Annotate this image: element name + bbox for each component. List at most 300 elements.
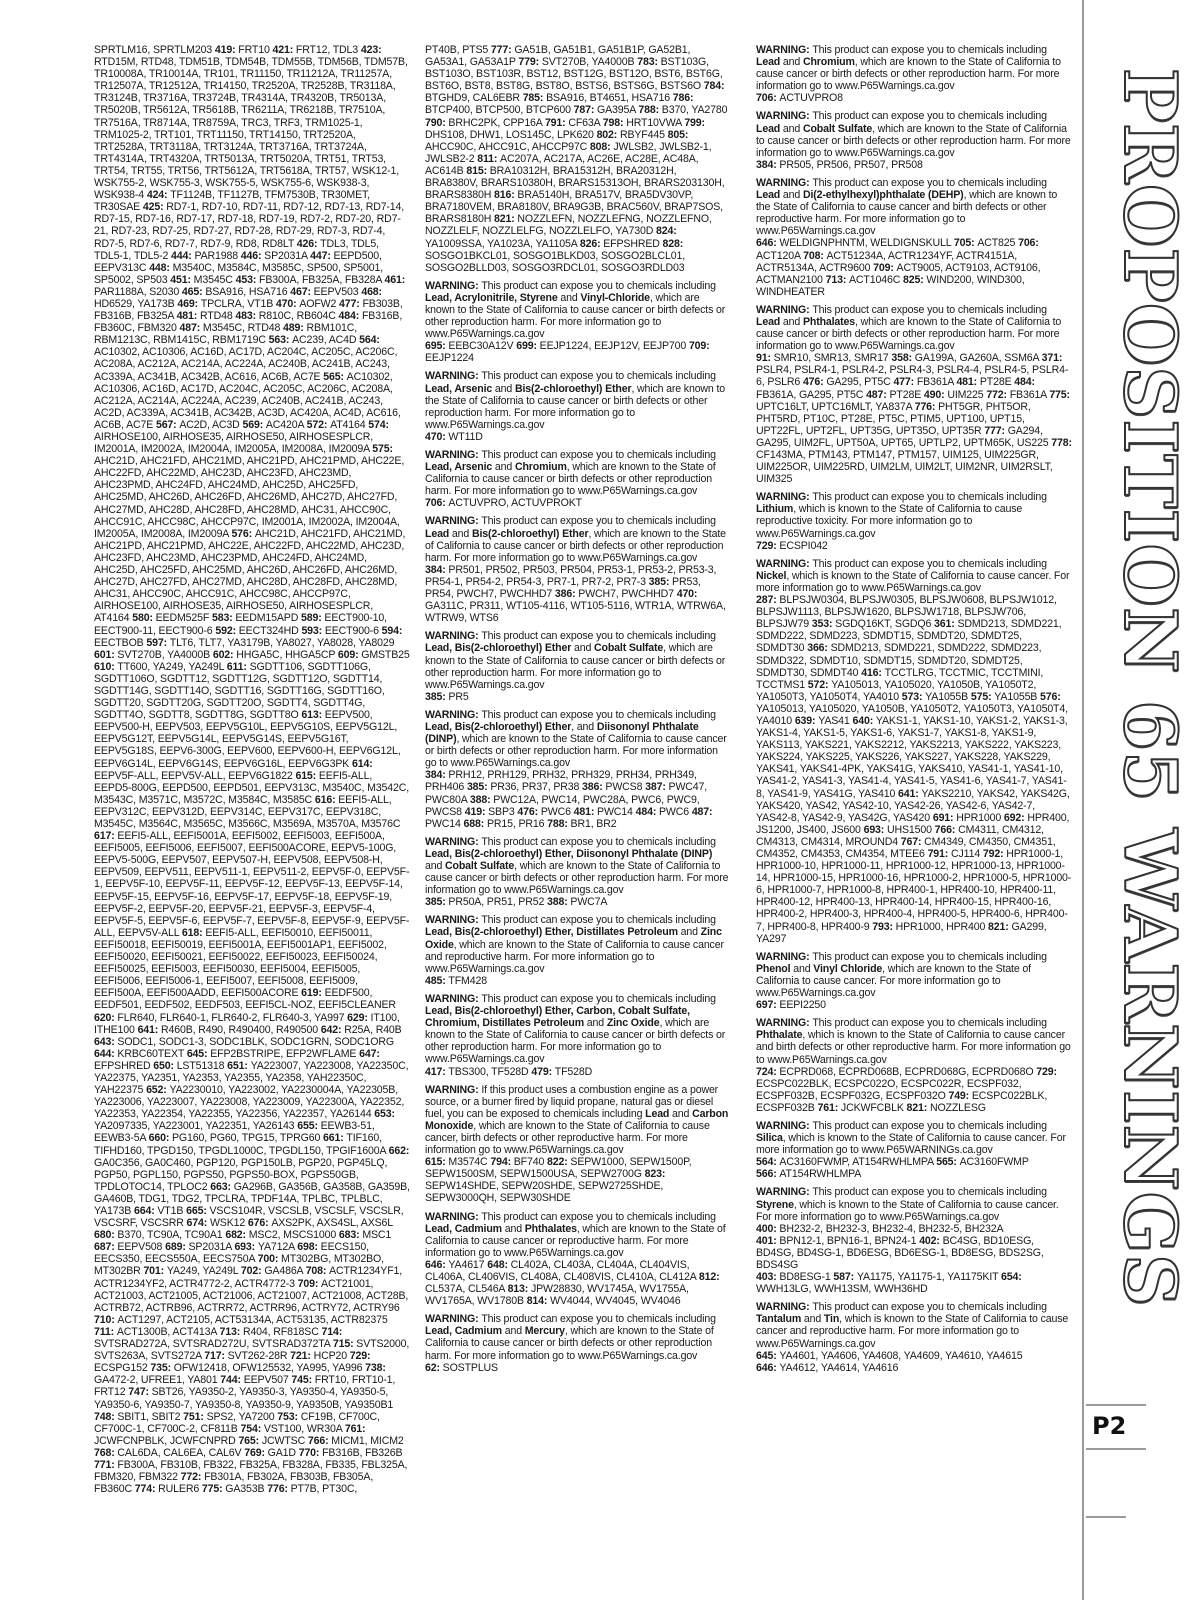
- warning-text: and: [492, 461, 515, 474]
- catalog-page-ref: 778:: [1051, 436, 1072, 449]
- catalog-page-ref: 808:: [589, 140, 614, 153]
- catalog-page-ref: 453:: [235, 273, 259, 286]
- part-numbers: SPS2, YA7200: [206, 1410, 278, 1423]
- warning-text: , which are known to the State of California to cause cancer and birth defects or other reproductive harm. For more information go to www.P65Warnings.ca.gov: [756, 189, 1058, 238]
- catalog-page-ref: 403:: [756, 1271, 780, 1284]
- catalog-page-ref: 618:: [181, 926, 206, 939]
- warning-text: This product can expose you to chemicals including: [481, 992, 716, 1005]
- part-numbers: SEPW1000, SEPW1500P, SEPW1500SM, SEPW1500USA, SEPW2700G: [425, 1156, 692, 1181]
- catalog-page-ref: 729:: [349, 1350, 371, 1363]
- part-numbers: M3574C: [448, 1156, 491, 1169]
- warning-label: WARNING:: [425, 1210, 482, 1223]
- part-numbers: FB316B, FB360C, FBM320: [94, 310, 403, 335]
- warning-text: , which is known to the State of California to cause cancer and reproductive harm. For more information go to www.P65Warnings.ca.gov: [756, 1313, 1069, 1350]
- catalog-page-ref: 772:: [180, 1471, 205, 1484]
- catalog-page-ref: 645:: [756, 1349, 780, 1362]
- catalog-page-ref: 448:: [149, 261, 173, 274]
- catalog-page-ref: 461:: [384, 273, 406, 286]
- warning-text: This product can expose you to chemicals including: [812, 557, 1047, 570]
- warning-text: , which are known to the State of California to cause cancer or birth defects or other reproduction harm. For more information go to www.P65Warnings.ca.gov: [425, 461, 716, 498]
- part-numbers: GA296B, GA356B, GA358B, GA359B, GA460B, TDG1, TDG2, TPCLRA, TPDF14A, TPLBC, TPLBLC, YA173B: [94, 1180, 410, 1217]
- warning-text: and: [790, 962, 814, 975]
- part-numbers: PRH12, PRH129, PRH32, PRH329, PRH34, PRH349, PRH406: [425, 769, 697, 794]
- chemical-name: Lead, Acrylonitrile, Styrene: [425, 291, 558, 304]
- catalog-page-ref: 823:: [644, 1168, 666, 1181]
- warning-block: [756, 1186, 1072, 1295]
- part-numbers: FB361A: [916, 376, 957, 389]
- warning-text: and: [571, 642, 595, 655]
- warning-label: WARNING:: [756, 44, 813, 56]
- catalog-page-ref: 611:: [226, 660, 250, 673]
- catalog-page-ref: 714:: [321, 1325, 343, 1338]
- warning-label: WARNING:: [425, 708, 482, 721]
- chemical-name: Cobalt Sulfate: [802, 122, 873, 135]
- catalog-page-ref: 419:: [464, 805, 489, 818]
- part-numbers: AC3160FWMP, AT154RWHLMPA: [779, 1156, 937, 1169]
- catalog-page-ref: 676:: [247, 1217, 272, 1230]
- warning-block: [425, 914, 731, 987]
- warning-text: , which are known to the State of California to cause cancer or birth defects or other reproduction harm. For more information go to www.P65Warnings.ca.gov: [425, 1325, 714, 1362]
- part-numbers: RD7-1, RD7-10, RD7-11, RD7-12, RD7-13, RD7-14, RD7-15, RD7-16, RD7-17, RD7-18, RD7-19, RD7-2, RD7-20, RD7-21, RD7-23, RD7-25, RD7-27, RD7-28, RD7-29, RD7-3, RD7-4, RD7-5, RD7-6, RD7-7, RD7-9, RD8, RD8LT: [94, 201, 405, 250]
- catalog-page-ref: 366:: [807, 642, 831, 655]
- catalog-page-ref: 693:: [863, 823, 887, 836]
- chemical-name: Lead, Bis(2-chloroethyl) Ether: [425, 720, 572, 733]
- warning-text: and: [677, 926, 701, 939]
- part-numbers: SBT26, YA9350-2, YA9350-3, YA9350-4, YA9350-5, YA9350-6, YA9350-7, YA9350-8, YA9350-9, YA9350B, YA9350B1: [94, 1386, 394, 1411]
- part-numbers: TDL3, TDL5, TDL5-1, TDL5-2: [94, 237, 379, 262]
- part-numbers: PWC14: [425, 817, 464, 830]
- catalog-page-ref: 713:: [825, 273, 849, 286]
- catalog-page-ref: 776:: [267, 1483, 291, 1496]
- part-numbers: CF19B, CF700C, CF700C-1, CF700C-2, CF811B: [94, 1410, 380, 1435]
- chemical-name: Di(2-ethylhexyl)phthalate (DEHP): [802, 189, 964, 202]
- chemical-name: Chromium: [514, 461, 567, 474]
- catalog-page-ref: 776:: [914, 400, 939, 413]
- warning-block: [425, 1211, 731, 1308]
- warning-block: [425, 280, 731, 365]
- part-numbers: ACT51234A, ACTR1234YF, ACTR4151A, ACTR5134A, ACTR9600: [756, 249, 1018, 274]
- catalog-page-ref: 791:: [544, 116, 569, 129]
- part-numbers: GA486A: [264, 1265, 306, 1278]
- part-numbers: TFM428: [448, 974, 487, 987]
- part-numbers: ACTUVPRO8: [779, 92, 843, 105]
- warning-text: This product can expose you to chemicals including: [481, 279, 716, 292]
- part-numbers: AC207A, AC217A, AC26E, AC28E, AC48A, AC614B: [425, 152, 699, 177]
- catalog-page-ref: 400:: [756, 1222, 780, 1235]
- part-numbers: BSA916, HSA716: [205, 285, 291, 298]
- warning-text: , which is known to the State of California to cause reproductive toxicity. For more information go to www.P65Warnings.ca.gov: [756, 503, 1023, 540]
- catalog-page-ref: 574:: [368, 418, 389, 431]
- part-numbers: SPRTLM16, SPRTLM203: [94, 44, 215, 56]
- catalog-page-ref: 566:: [756, 1168, 780, 1181]
- warning-label: WARNING:: [425, 992, 482, 1005]
- part-numbers: AC420A: [265, 418, 307, 431]
- catalog-page-ref: 469:: [177, 297, 201, 310]
- catalog-page-ref: 401:: [756, 1234, 780, 1247]
- catalog-page-ref: 444:: [171, 249, 195, 262]
- page-tab-rule-top: [1086, 1404, 1146, 1406]
- part-numbers: BD8ESG-1: [779, 1271, 834, 1284]
- part-numbers: R404, RF818SC: [242, 1325, 322, 1338]
- catalog-page-ref: 384:: [425, 563, 449, 576]
- part-numbers: AT154RWHLMPA: [779, 1168, 862, 1181]
- catalog-page-ref: 388:: [469, 793, 494, 806]
- part-numbers: PAR1188A, S2030: [94, 285, 182, 298]
- part-numbers: SDMD213, SDMD221, SDMD222, SDMD223, SDMD322, SDMDT10, SDMDT15, SDMDT20, SDMDT25, SDMDT30, SDMDT40: [756, 642, 1042, 679]
- part-numbers: GA311C, PR311, WT105-4116, WT105-5116, WTR1A, WTRW6A, WTRW9, WTS6: [425, 600, 726, 625]
- catalog-page-ref: 651:: [227, 1059, 251, 1072]
- section-title-text: PROPOSITION 65 WARNINGS: [1108, 68, 1193, 1308]
- part-numbers: FB300A, FB325A, FB328A: [259, 273, 385, 286]
- catalog-page-ref: 580:: [132, 612, 156, 625]
- warning-text: , and: [571, 720, 597, 733]
- part-numbers: YA1055B: [994, 690, 1041, 703]
- catalog-page-ref: 772:: [986, 388, 1010, 401]
- part-numbers: TPCLRA, VT1B: [200, 297, 276, 310]
- part-numbers: HPR400, JS1200, JS400, JS600: [756, 811, 1070, 836]
- catalog-page-ref: 470:: [425, 430, 449, 443]
- warning-text: , which are known to the State of California to cause cancer, birth defects or other reproductive harm. For more information go to www.P65Warnings.ca.gov: [425, 1119, 710, 1157]
- part-numbers: SVTS2000, SVTS263A, SVTS272A: [94, 1338, 410, 1363]
- part-numbers: AIRHOSE100, AIRHOSE35, AIRHOSE50, AIRHOSESPLCR, IM2001A, IM2002A, IM2004A, IM2005A, IM2008A, IM2009A: [94, 431, 374, 456]
- part-numbers: GA395A: [597, 104, 639, 117]
- part-numbers: PR505, PR506, PR507, PR508: [779, 158, 923, 171]
- catalog-page-ref: 692:: [1003, 811, 1028, 824]
- part-numbers: FRT12, TDL3: [295, 44, 361, 56]
- catalog-page-ref: 665:: [186, 1205, 210, 1217]
- part-numbers: HRT10VWA: [626, 116, 685, 129]
- catalog-page-ref: 816:: [494, 189, 518, 202]
- catalog-page-ref: 706:: [425, 497, 449, 510]
- catalog-page-ref: 664:: [133, 1205, 158, 1217]
- warning-block: [425, 370, 731, 443]
- catalog-page-ref: 386:: [554, 588, 579, 601]
- part-numbers: FB361A: [1009, 388, 1050, 401]
- part-numbers: JCKWFCBLK: [840, 1101, 907, 1114]
- part-numbers: PWCS8: [605, 781, 646, 794]
- catalog-page-ref: 479:: [531, 1065, 555, 1078]
- catalog-page-ref: 706:: [1018, 237, 1039, 250]
- warning-text: This product can expose you to chemicals including: [481, 370, 716, 383]
- part-numbers: YA1009SSA, YA1023A, YA1105A: [425, 237, 580, 250]
- catalog-page-ref: 583:: [211, 612, 236, 625]
- chemical-name: Lead, Cadmium: [425, 1325, 502, 1338]
- part-numbers: BRA10312H, BRA15312H, BRA20312H, BRA8380V, BRARS10380H, BRARS15313OH, BRARS203130H, BRARS8380H: [425, 164, 725, 202]
- warning-label: WARNING:: [425, 1313, 482, 1326]
- catalog-page-ref: 821:: [988, 920, 1012, 933]
- chemical-name: Phthalate: [756, 1029, 803, 1042]
- part-numbers: AOFW2: [299, 297, 340, 310]
- chemical-name: Lead, Bis(2-chloroethyl) Ether, Distillates Petroleum: [425, 926, 678, 939]
- catalog-page-ref: 748:: [94, 1410, 118, 1423]
- chemical-name: Cobalt Sulfate: [594, 642, 664, 655]
- part-numbers: FB303B, FB316B, FB325A: [94, 297, 403, 323]
- warning-text: , which is known to the State of California to cause cancer. For more information go to www.P65Warnings.ca.gov: [756, 569, 1070, 594]
- catalog-page-ref: 576:: [231, 527, 255, 540]
- part-numbers: R810C, RB604C: [258, 310, 339, 323]
- part-numbers: HCP20: [313, 1350, 350, 1363]
- part-numbers: DHS108, DHW1, LOS145C, LPK620: [425, 128, 597, 141]
- catalog-page-ref: 481:: [176, 310, 200, 323]
- catalog-page-ref: 717:: [204, 1350, 228, 1363]
- part-numbers: RULER6: [158, 1483, 202, 1496]
- part-numbers: PWC6: [540, 805, 574, 818]
- part-numbers: PR501, PR502, PR503, PR504, PR53-1, PR53-2, PR53-3, PR54-1, PR54-2, PR54-3, PR7-1, PR7-2, PR7-3: [425, 563, 717, 588]
- warning-text: , which are known to the State of California to cause cancer or birth defects or other reproduction harm. For more information go to www.P65Warnings.ca.gov: [425, 382, 726, 431]
- part-numbers: YA1055B: [925, 690, 971, 703]
- catalog-page-ref: 587:: [833, 1271, 857, 1284]
- part-numbers: CL537A, CL546A: [425, 1283, 508, 1296]
- warning-text: This product can expose you to chemicals including: [481, 1313, 716, 1326]
- catalog-page-ref: 639:: [794, 714, 819, 727]
- part-numbers: MSC2, MSCS1000: [248, 1229, 339, 1242]
- part-numbers: ECSPI042: [779, 539, 828, 552]
- warning-text: , which are known to the State of California to cause cancer or reproductive harm. For more information go to www.P65Warnings.ca.gov: [425, 1222, 726, 1259]
- catalog-page-ref: 654:: [1001, 1271, 1022, 1284]
- warning-text: and: [492, 382, 515, 395]
- part-numbers: BRHC2PK, CPP16A: [448, 116, 545, 129]
- part-numbers: YA105013, YA105020, YA1050B, YA1050T2, YA1050T3, YA1050T4, YA4010: [756, 678, 1037, 703]
- catalog-page-ref: 682:: [225, 1229, 249, 1242]
- catalog-page-ref: 565:: [323, 370, 347, 383]
- part-numbers: SP2031A: [264, 249, 311, 262]
- catalog-page-ref: 417:: [425, 1065, 449, 1078]
- warning-block: [756, 1301, 1072, 1374]
- chemical-name: Lead, Cadmium: [425, 1222, 502, 1235]
- part-numbers: WT11D: [448, 430, 483, 443]
- catalog-page-ref: 709:: [297, 1277, 322, 1290]
- chemical-name: Lead, Arsenic: [425, 382, 493, 395]
- warning-label: WARNING:: [425, 914, 482, 927]
- chemical-name: Lead: [756, 56, 781, 69]
- part-numbers: GA353B: [225, 1483, 268, 1496]
- chemical-name: Nickel: [756, 569, 787, 582]
- warning-label: WARNING:: [756, 1017, 813, 1030]
- catalog-page-ref: 811:: [477, 152, 501, 165]
- catalog-page-ref: 62:: [425, 1361, 443, 1374]
- chemical-name: Tantalum: [756, 1313, 802, 1326]
- page-tab-rule-bottom: [1086, 1448, 1146, 1450]
- part-numbers: M3545C: [193, 273, 236, 286]
- warning-label: WARNING:: [756, 950, 813, 963]
- catalog-page-ref: 794:: [490, 1156, 514, 1169]
- warning-text: This product can expose you to chemicals including: [481, 914, 716, 927]
- catalog-page-ref: 822:: [547, 1156, 571, 1169]
- catalog-page-ref: 648:: [487, 1258, 511, 1271]
- part-numbers: HPR1000: [956, 811, 1004, 824]
- catalog-page-ref: 481:: [956, 376, 980, 389]
- catalog-page-ref: 709:: [688, 340, 710, 353]
- part-numbers: JPW28830, WV1745A, WV1755A, WV1765A, WV1780B: [425, 1283, 689, 1308]
- catalog-page-ref: 490:: [923, 388, 948, 401]
- text-block: [756, 44, 1072, 104]
- catalog-page-ref: 388:: [547, 896, 571, 909]
- catalog-page-ref: 476:: [802, 376, 827, 389]
- part-numbers: EEPV508: [117, 1241, 166, 1254]
- part-numbers: AC10302, AC10306, AC16D, AC17D, AC204C, AC205C, AC206C, AC208A, AC212A, AC214A, AC224A, AC239, AC240B, AC241B, AC243, AC2D, AC339A, AC341B, AC342B, AC3D, AC420A, AC4D, AC616, AC6B, AC7E: [94, 370, 401, 431]
- catalog-page-ref: 385:: [425, 896, 449, 909]
- catalog-page-ref: 825:: [903, 273, 927, 286]
- part-numbers: BH232-2, BH232-3, BH232-4, BH232-5, BH232A: [779, 1222, 1004, 1235]
- catalog-page-ref: 724:: [756, 1065, 780, 1078]
- text-column-2: [425, 44, 731, 1564]
- part-numbers: EEDF500, EEDF501, EEDF502, EEDF503, EEFI5CL-NOZ, EEFI5CLEANER: [94, 987, 396, 1012]
- part-numbers: JWLSB2, JWLSB2-1, JWLSB2-2: [425, 140, 712, 165]
- warning-text: , which is known to the State of California to cause cancer and birth defects or other reproductive harm. For more information go to www.P65Warnings.ca.gov: [756, 1029, 1071, 1066]
- warning-label: WARNING:: [425, 1083, 482, 1096]
- catalog-page-ref: 689:: [165, 1241, 189, 1254]
- catalog-page-ref: 650:: [153, 1059, 177, 1072]
- warning-text: This product can expose you to chemicals including: [812, 1186, 1047, 1199]
- catalog-page-ref: 487:: [866, 388, 890, 401]
- part-numbers: BRA5140H, BRA517V, BRA5DV30VP, BRA7180VEM, BRA8180V, BRA9G3B, BRAC560V, BRAP7SOS, BRARS8180H: [425, 189, 723, 226]
- catalog-page-ref: 91:: [756, 352, 774, 365]
- catalog-page-ref: 661:: [323, 1132, 347, 1145]
- catalog-page-ref: 701:: [143, 1265, 167, 1278]
- catalog-page-ref: 487:: [179, 322, 203, 335]
- chemical-name: Zinc Oxide: [606, 1017, 660, 1030]
- warning-label: WARNING:: [756, 176, 813, 189]
- part-numbers: EECT900-10, EECT900-11, EECT900-6: [94, 612, 387, 637]
- catalog-page-ref: 646:: [756, 1361, 780, 1374]
- catalog-page-ref: 610:: [94, 660, 118, 673]
- catalog-page-ref: 700:: [257, 1253, 282, 1266]
- warning-text: This product can expose you to chemicals including: [812, 950, 1047, 963]
- catalog-page-ref: 615:: [295, 769, 319, 782]
- warning-text: This product can expose you to chemicals including: [481, 1210, 716, 1223]
- catalog-page-ref: 799:: [684, 116, 705, 129]
- catalog-page-ref: 715:: [332, 1338, 357, 1351]
- part-numbers: ACTR1234YF1, ACTR1234YF2, ACTR4772-2, ACTR4772-3: [94, 1265, 403, 1290]
- part-numbers: PT28E: [889, 388, 924, 401]
- part-numbers: EECT900-6: [324, 624, 382, 637]
- catalog-page-ref: 749:: [948, 1089, 972, 1102]
- part-numbers: GA1D: [267, 1446, 299, 1459]
- part-numbers: BTCP400, BTCP500, BTCP600: [425, 104, 574, 117]
- catalog-page-ref: 771:: [94, 1458, 118, 1471]
- catalog-page-ref: 564:: [359, 334, 380, 347]
- catalog-page-ref: 416:: [861, 666, 885, 679]
- catalog-page-ref: 695:: [425, 340, 449, 353]
- warning-text: This product can expose you to chemicals including: [481, 515, 716, 528]
- catalog-page-ref: 802:: [596, 128, 620, 141]
- catalog-page-ref: 767:: [900, 835, 925, 848]
- part-numbers: SBIT1, SBIT2: [117, 1410, 184, 1423]
- part-numbers: PR15, PR16: [486, 817, 548, 830]
- catalog-page-ref: 620:: [94, 1011, 118, 1024]
- catalog-page-ref: 786:: [672, 92, 694, 105]
- chemical-name: Bis(2-chloroethyl) Ether: [514, 382, 632, 395]
- catalog-page-ref: 487:: [691, 805, 713, 818]
- catalog-page-ref: 465:: [181, 285, 206, 298]
- part-numbers: FB316B, FB326B: [322, 1446, 403, 1459]
- part-numbers: UIM225: [947, 388, 987, 401]
- catalog-page-ref: 385:: [425, 690, 449, 703]
- part-numbers: EEPV507: [243, 1374, 292, 1387]
- part-numbers: BF740: [513, 1156, 548, 1169]
- catalog-page-ref: 792:: [982, 848, 1007, 860]
- page-tab-rule-lower: [1086, 1516, 1126, 1518]
- part-numbers: YA4612, YA4614, YA4616: [779, 1361, 899, 1374]
- part-numbers: FB300A, FB310B, FB322, FB325A, FB328A, FB335, FBL325A, FBM320, FBM322: [94, 1458, 408, 1484]
- catalog-page-ref: 788:: [638, 104, 662, 117]
- catalog-page-ref: 483:: [235, 310, 259, 323]
- catalog-page-ref: 385:: [648, 575, 673, 588]
- catalog-page-ref: 642:: [320, 1023, 345, 1036]
- warning-label: WARNING:: [756, 1119, 813, 1132]
- part-numbers: WIND200, WIND300, WINDHEATER: [756, 273, 1025, 298]
- part-numbers: TBS300, TF528D: [448, 1065, 532, 1078]
- warning-label: WARNING:: [425, 279, 482, 292]
- catalog-page-ref: 768:: [94, 1446, 118, 1459]
- catalog-page-ref: 564:: [756, 1156, 780, 1169]
- catalog-page-ref: 663:: [210, 1180, 234, 1193]
- part-numbers: ACT1046C: [849, 273, 903, 286]
- catalog-page-ref: 784:: [703, 80, 725, 93]
- catalog-page-ref: 643:: [94, 1035, 118, 1048]
- part-numbers: KRBC60TEXT: [117, 1047, 187, 1060]
- part-numbers: AC2D, AC3D: [179, 418, 243, 431]
- catalog-page-ref: 826:: [579, 237, 604, 250]
- part-numbers: ECSPG152: [94, 1362, 151, 1375]
- part-numbers: SDMD213, SDMD221, SDMD222, SDMD223, SDMDT15, SDMDT20, SDMDT25, SDMDT30: [756, 618, 1062, 655]
- part-numbers: ECSPC022BLK, ECSPF032B: [756, 1089, 1048, 1114]
- part-numbers: UPTC16LT, UPTC16MLT, YA837A: [756, 400, 915, 413]
- part-numbers: PR53, PR54, PWCH7, PWCHHD7: [425, 575, 701, 601]
- part-numbers: VSCS104R, VSCSLB, VSCSLF, VSCSLR, VSCSRF, VSCSRR: [94, 1205, 404, 1230]
- part-numbers: HPR1000-1, HPR1000-10, HPR1000-11, HPR1000-12, HPR1000-13, HPR1000-14, HPR1000-15, HPR1000-16, HPR1000-2, HPR1000-5, HPR1000-6, HPR1000-7, HPR1000-8, HPR400-1, HPR400-10, HPR400-11, HPR400-12, HPR400-13, HPR400-14, HPR400-15, HPR400-16, HPR400-2, HPR400-3, HPR400-4, HPR400-5, HPR400-6, HPR400-7, HPR400-8, HPR400-9: [756, 848, 1072, 933]
- warning-text: and: [780, 122, 803, 135]
- warning-block: [425, 993, 731, 1078]
- catalog-page-ref: 597:: [146, 636, 170, 649]
- part-numbers: B370, YA2780: [661, 104, 728, 117]
- part-numbers: EEBC30A12V: [448, 340, 517, 353]
- chemical-name: Phenol: [756, 962, 791, 975]
- catalog-page-ref: 788:: [547, 817, 571, 830]
- chemical-name: Tin: [823, 1313, 840, 1326]
- part-numbers: AC3160FWMP: [959, 1156, 1029, 1169]
- part-numbers: GA0C356, GA0C460, PGP120, PGP150LB, PGP20, PGP45LQ, PGP50, PGPL150, PGPS50, PGPS50-BOX, PGPS50GB, TPDLOTOC14, TPLOC2: [94, 1156, 388, 1193]
- part-numbers: AT4164: [330, 418, 369, 431]
- catalog-page-ref: 774:: [134, 1483, 159, 1496]
- part-numbers: HPR1000, HPR400: [895, 920, 989, 933]
- part-numbers: SBP3: [488, 805, 518, 818]
- catalog-page-ref: 770:: [298, 1446, 323, 1459]
- warning-block: [425, 630, 731, 703]
- part-numbers: PR50A, PR51, PR52: [448, 896, 547, 909]
- catalog-page-ref: 287:: [756, 594, 780, 607]
- catalog-page-ref: 777:: [984, 424, 1008, 437]
- part-numbers: PSLR4, PSLR4-1, PSLR4-2, PSLR4-3, PSLR4-4, PSLR4-5, PSLR4-6, PSLR6: [756, 364, 1069, 389]
- catalog-page-ref: 468:: [361, 285, 382, 298]
- catalog-page-ref: 766:: [934, 823, 959, 836]
- catalog-page-ref: 447:: [310, 249, 334, 262]
- catalog-page-ref: 617:: [94, 830, 118, 843]
- warning-text: , which are known to the State of California to cause cancer. For more information go to www.P65Warnings.ca.gov: [756, 962, 1031, 1000]
- warning-text: This product can expose you to chemicals including: [812, 303, 1047, 316]
- catalog-page-ref: 705:: [953, 237, 978, 250]
- warning-block: [425, 836, 731, 909]
- part-numbers: PT40B, PTS5: [425, 44, 491, 56]
- catalog-page-ref: 565:: [936, 1156, 960, 1169]
- chemical-name: Mercury: [524, 1325, 565, 1338]
- warning-block: [756, 177, 1072, 298]
- chemical-name: Phthalates: [524, 1222, 577, 1235]
- part-numbers: PT7B, PT30C,: [290, 1483, 358, 1496]
- part-numbers: EEFI5-ALL, EEFI5001A, EEFI5002, EEFI5003, EEFI500A, EEFI5005, EEFI5006, EEFI5007, EEFI500ACORE, EEPV5-100G, EEPV5-500G, EEPV507, EEPV507-H, EEPV508, EEPV508-H, EEPV509, EEPV511, EEPV511-1, EEPV511-2, EEPV5F-0, EEPV5F-1, EEPV5F-10, EEPV5F-11, EEPV5F-12, EEPV5F-13, EEPV5F-14, EEPV5F-15, EEPV5F-16, EEPV5F-17, EEPV5F-18, EEPV5F-19, EEPV5F-2, EEPV5F-20, EEPV5F-21, EEPV5F-3, EEPV5F-4, EEPV5F-5, EEPV5F-6, EEPV5F-7, EEPV5F-8, EEPV5F-9, EEPV5F-ALL, EEPV5V-ALL: [94, 830, 410, 939]
- part-numbers: GA51B, GA51B1, GA51B1P, GA52B1, GA53A1, GA53A1P: [425, 44, 691, 69]
- warning-text: , which are known to the State of California to cause cancer or birth defects or other reproduction harm. For more information go to www.P65Warnings.ca.gov: [425, 642, 726, 691]
